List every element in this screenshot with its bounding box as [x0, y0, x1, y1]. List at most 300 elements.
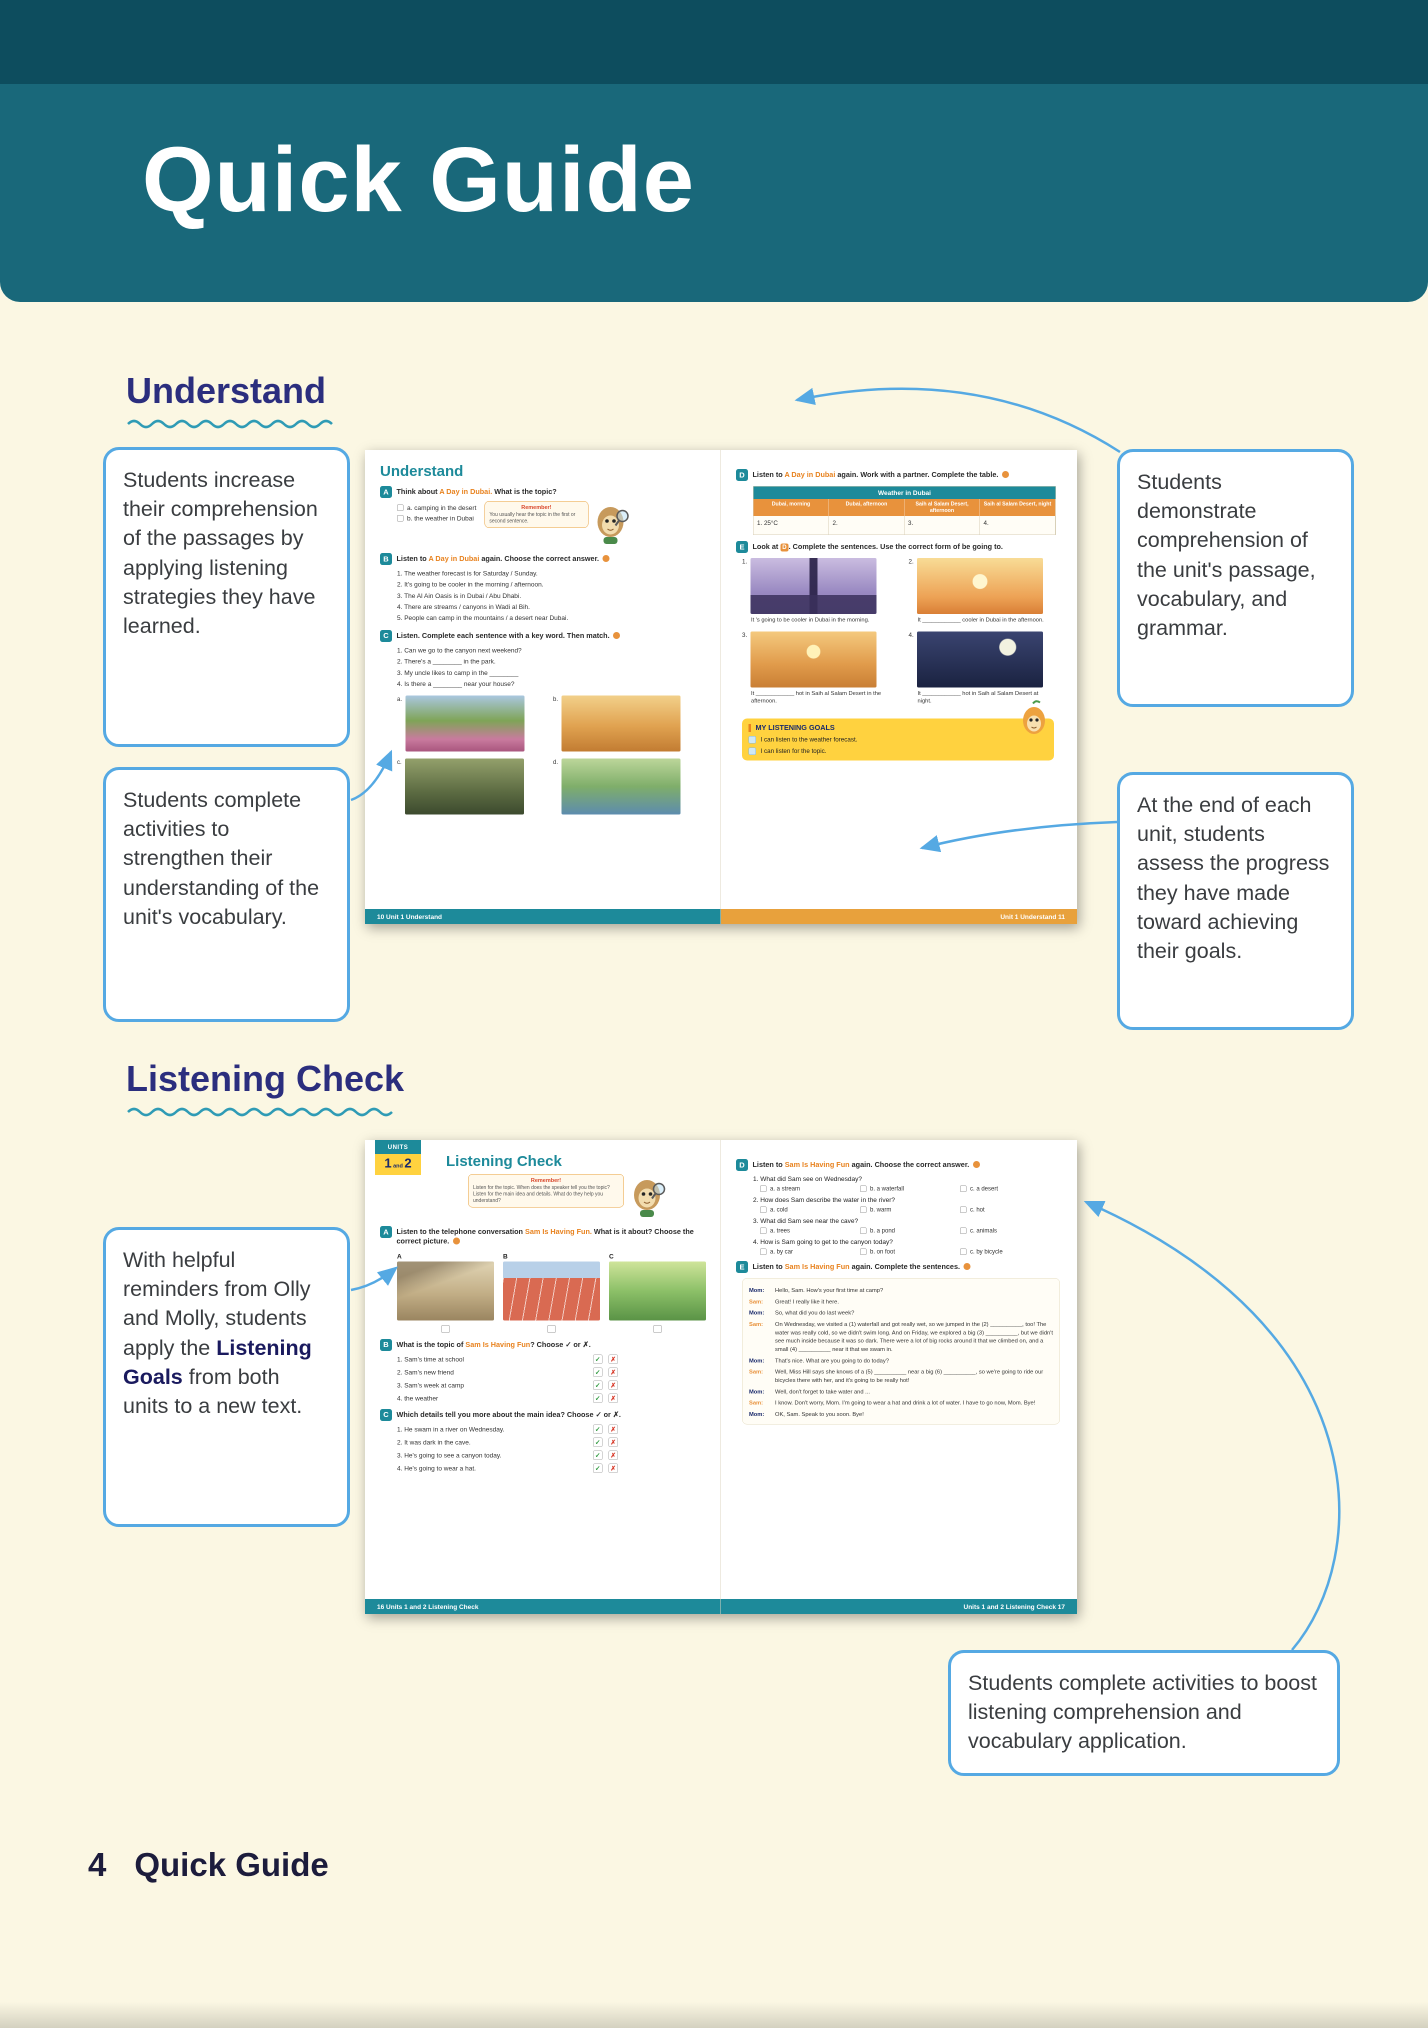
- option-label: b. on foot: [870, 1248, 896, 1255]
- picture-cell: [609, 1252, 706, 1333]
- activity-c-items: [397, 645, 706, 690]
- remember-box: [468, 1174, 624, 1208]
- picture-label: b.: [553, 695, 559, 703]
- exercise-item: 2. There's a ________ in the park.: [397, 657, 496, 666]
- table-cell: 4.: [980, 516, 1056, 535]
- activity-b-items: [397, 1354, 697, 1403]
- dialogue-row: [749, 1368, 1053, 1385]
- answer-option: [960, 1206, 1060, 1213]
- activity-e-prompt: [753, 1261, 971, 1272]
- unit-section-title: Understand: [380, 463, 464, 480]
- passage-title: Sam Is Having Fun.: [525, 1228, 592, 1236]
- item-text: 2. It was dark in the cave.: [397, 1438, 471, 1446]
- activity-c-prompt: [397, 630, 621, 641]
- check-item: [397, 1437, 697, 1447]
- book1-page-10: [365, 450, 721, 924]
- activity-a-badge: A: [380, 486, 392, 498]
- item-number: 3.: [742, 631, 748, 639]
- checkbox-icon: [548, 1325, 556, 1333]
- units-label: UNITS: [375, 1140, 421, 1154]
- remember-text: You usually hear the topic in the first or second sentence.: [489, 512, 576, 524]
- activity-b: [380, 553, 706, 565]
- table-header-cell: Dubai, afternoon: [829, 499, 905, 516]
- check-item: [397, 1380, 697, 1390]
- cross-option-icon: ✗: [609, 1367, 619, 1377]
- picture-cell: [553, 759, 701, 815]
- check-option-icon: ✓: [593, 1424, 603, 1434]
- goal-checkbox-icon: [749, 747, 757, 755]
- check-item: [397, 1354, 697, 1364]
- dialogue-text: On Wednesday, we visited a (1) waterfall and got really wet, so we jumped in the (2) __________, too! The water was really cold, so we didn't swim long. And on Friday, we explored a big (3) __________, but we didn't see much inside because it was so dark. There were a lot of big rocks around it that we climbed on, and a small (4) __________ near it that we swam in.: [775, 1321, 1053, 1353]
- answer-option: [860, 1206, 960, 1213]
- activity-b-items: [397, 568, 706, 624]
- picture-caption: It ____________ hot in Saih al Salam Desert at night.: [917, 690, 1039, 705]
- activity-c-badge: C: [380, 1409, 392, 1421]
- speaker-label: Mom:: [749, 1411, 765, 1418]
- passage-title: A Day in Dubai: [784, 471, 836, 479]
- prompt-text: Listen. Complete each sentence with a key word. Then match.: [396, 631, 610, 640]
- activity-b-prompt: [397, 553, 610, 564]
- activity-c-prompt: [397, 1409, 621, 1420]
- cross-option-icon: ✗: [609, 1380, 619, 1390]
- cross-option-icon: ✗: [609, 1450, 619, 1460]
- item-text: 4. the weather: [397, 1394, 439, 1402]
- activity-a-prompt: [397, 486, 557, 497]
- checkbox-icon: [860, 1185, 867, 1192]
- item-number: 2.: [908, 558, 914, 566]
- item-text: 4. He's going to wear a hat.: [397, 1464, 476, 1472]
- option-label: b. a pond: [870, 1227, 896, 1234]
- page-11-footer: Unit 1 Understand 11: [721, 909, 1077, 924]
- callout-text: Students demonstrate comprehension of the unit's passage, vocabulary, and grammar.: [1137, 470, 1316, 641]
- audio-track-icon: [973, 1161, 980, 1168]
- activity-e-pictures: [742, 558, 1066, 705]
- prompt-text: What is the topic of: [396, 1340, 466, 1349]
- callout-boost-comprehension: [948, 1650, 1340, 1776]
- dialogue-text: That's nice. What are you going to do today?: [775, 1357, 889, 1364]
- activity-c-badge: C: [380, 630, 392, 642]
- picture-caption: It ____________ cooler in Dubai in the afternoon.: [917, 617, 1044, 624]
- check-option-icon: ✓: [593, 1380, 603, 1390]
- activity-e-badge: E: [736, 541, 748, 553]
- photo-desert-night: [917, 631, 1043, 687]
- dialogue-box: [742, 1278, 1060, 1424]
- book1-page-11: [721, 450, 1077, 924]
- photo-boy-outdoors: [609, 1261, 706, 1320]
- activity-a-badge: A: [380, 1226, 392, 1238]
- prompt-text: Think about: [396, 488, 440, 496]
- weather-table-title: Weather in Dubai: [754, 487, 1056, 500]
- picture-caption: It 's going to be cooler in Dubai in the morning.: [751, 617, 870, 624]
- exercise-item: 3. The Al Ain Oasis is in Dubai / Abu Dhabi.: [397, 591, 522, 600]
- option-label: a. cold: [770, 1206, 788, 1213]
- photo-stream: [562, 759, 681, 815]
- checkbox-icon: [960, 1206, 967, 1213]
- checkbox-icon: [860, 1206, 867, 1213]
- activity-d-badge: D: [736, 469, 748, 481]
- weather-table-body-row: [754, 516, 1056, 535]
- picture-cell: [742, 558, 900, 624]
- option-label: a. a stream: [770, 1185, 801, 1192]
- units-numbers: [375, 1154, 421, 1175]
- passage-title: Sam Is Having Fun: [784, 1161, 850, 1169]
- picture-label: c.: [397, 758, 402, 766]
- table-header-cell: Saih al Salam Desert, afternoon: [905, 499, 981, 516]
- callout-listening-goals: [103, 1227, 350, 1527]
- checkbox-icon: [442, 1325, 450, 1333]
- answer-option: [760, 1227, 860, 1234]
- callout-text: Students complete activities to boost listening comprehension and vocabulary application.: [968, 1671, 1317, 1754]
- prompt-text: again. Complete the sentences.: [849, 1263, 960, 1271]
- answer-option: [960, 1185, 1060, 1192]
- connector-arrow: [1086, 1202, 1339, 1650]
- cross-option-icon: ✗: [609, 1393, 619, 1403]
- activity-d: [736, 1159, 1062, 1171]
- option-row: [397, 504, 476, 512]
- check-option-icon: ✓: [593, 1354, 603, 1364]
- unit-section-title: Listening Check: [446, 1153, 562, 1170]
- prompt-text: Listen to: [752, 1263, 785, 1271]
- item-text: 1. He swam in a river on Wednesday.: [397, 1425, 505, 1433]
- remember-row: [465, 1174, 706, 1220]
- page-title: Quick Guide: [142, 129, 695, 231]
- checkbox-icon: [760, 1227, 767, 1234]
- check-option-icon: ✓: [593, 1367, 603, 1377]
- answer-option: [960, 1227, 1060, 1234]
- dialogue-row: [749, 1309, 1053, 1317]
- callout-demonstrate-comprehension: [1117, 449, 1354, 707]
- dialogue-row: [749, 1298, 1053, 1306]
- audio-track-icon: [963, 1263, 970, 1270]
- book2-page-16: [365, 1140, 721, 1614]
- dialogue-text: Well, don't forget to take water and ...: [775, 1388, 870, 1395]
- activity-a-body: [395, 501, 706, 547]
- exercise-item: 4. There are streams / canyons in Wadi al Bih.: [397, 603, 530, 611]
- photo-dubai-sunset: [917, 558, 1043, 614]
- book2-page-17: [721, 1140, 1077, 1614]
- picture-cell: [742, 631, 900, 705]
- picture-cell: [553, 696, 701, 752]
- checkbox-icon: [397, 515, 404, 522]
- audio-track-icon: [1002, 471, 1009, 478]
- dialogue-text: Hello, Sam. How's your first time at camp?: [775, 1287, 884, 1294]
- question-options: [760, 1206, 1060, 1213]
- guide-page-footer: [88, 1846, 329, 1884]
- picture-label: a.: [397, 695, 403, 703]
- check-item: [397, 1463, 697, 1473]
- option-label: a. trees: [770, 1227, 791, 1234]
- callout-complete-activities: [103, 767, 350, 1022]
- activity-e: [736, 541, 1062, 553]
- spread2-inner: [365, 1140, 1077, 1614]
- page-number: 4: [88, 1846, 107, 1883]
- connector-arrow: [797, 389, 1120, 452]
- audio-track-icon: [613, 632, 620, 639]
- checkbox-icon: [760, 1185, 767, 1192]
- activity-a-pictures: [397, 1252, 706, 1333]
- prompt-text: Listen to: [396, 555, 429, 563]
- check-option-icon: ✓: [593, 1463, 603, 1473]
- option-label: b. the weather in Dubai: [407, 514, 474, 522]
- item-text: 3. He's going to see a canyon today.: [397, 1451, 502, 1459]
- speaker-label: Sam:: [749, 1369, 764, 1376]
- page-17-footer: Units 1 and 2 Listening Check 17: [721, 1599, 1077, 1614]
- dialogue-row: [749, 1411, 1053, 1419]
- callout-text: With helpful reminders from Olly and Molly, students apply the: [123, 1248, 311, 1360]
- dialogue-row: [749, 1399, 1053, 1407]
- option-label: b. a waterfall: [870, 1185, 905, 1192]
- activity-e-badge: E: [736, 1261, 748, 1273]
- listening-goals-title: MY LISTENING GOALS: [749, 724, 1048, 732]
- units-tab: [375, 1140, 421, 1175]
- remember-title: Remember!: [521, 504, 552, 511]
- prompt-text: Listen to: [752, 471, 785, 479]
- exercise-item: 5. People can camp in the mountains / a desert near Dubai.: [397, 614, 569, 622]
- passage-title: Sam Is Having Fun: [784, 1263, 850, 1271]
- table-header-cell: Dubai, morning: [754, 499, 830, 516]
- exercise-item: 4. Is there a ________ near your house?: [397, 679, 515, 688]
- question-text: 3. What did Sam see near the cave?: [753, 1217, 859, 1225]
- prompt-text: Listen to the telephone conversation: [396, 1228, 526, 1236]
- activity-b: [380, 1339, 706, 1351]
- prompt-text: What is the topic?: [492, 488, 557, 496]
- dialogue-text: So, what did you do last week?: [775, 1310, 855, 1317]
- activity-reference-badge: D: [782, 543, 787, 551]
- scan-bottom-edge: [0, 2002, 1428, 2028]
- unit-number: 1: [384, 1155, 392, 1171]
- checkbox-icon: [397, 505, 404, 512]
- checkbox-icon: [760, 1206, 767, 1213]
- prompt-text: Look at: [752, 543, 781, 552]
- activity-d-prompt: [753, 469, 1009, 480]
- checkbox-icon: [860, 1227, 867, 1234]
- activity-c-pictures: [397, 696, 701, 815]
- prompt-text: Which details tell you more about the main idea? Choose ✓ or ✗.: [396, 1410, 621, 1419]
- olly-character-icon: [593, 501, 630, 547]
- units-and-label: and: [393, 1163, 403, 1169]
- activity-b-badge: B: [380, 1339, 392, 1351]
- activity-b-prompt: [397, 1339, 591, 1350]
- speaker-label: Mom:: [749, 1310, 765, 1317]
- checkbox-icon: [960, 1248, 967, 1255]
- activity-e-prompt: [753, 541, 1003, 552]
- cross-option-icon: ✗: [609, 1424, 619, 1434]
- remember-box: [484, 501, 588, 528]
- activity-b-badge: B: [380, 553, 392, 565]
- callout-assess-progress: [1117, 772, 1354, 1030]
- speaker-label: Mom:: [749, 1388, 765, 1395]
- picture-label: d.: [553, 758, 559, 766]
- goal-checkbox-icon: [749, 736, 757, 744]
- checkbox-icon: [960, 1227, 967, 1234]
- goal-text: I can listen to the weather forecast.: [760, 736, 858, 744]
- cross-option-icon: ✗: [609, 1354, 619, 1364]
- item-number: 1.: [742, 558, 748, 566]
- picture-label: C: [609, 1252, 614, 1260]
- photo-canyon: [405, 759, 524, 815]
- callout-text: Students complete activities to strengthen their understanding of the unit's vocabulary.: [123, 788, 320, 929]
- picture-cell: [397, 696, 545, 752]
- option-label: a. camping in the desert: [407, 504, 477, 512]
- question-text: 1. What did Sam see on Wednesday?: [753, 1175, 862, 1183]
- page-16-footer: 16 Units 1 and 2 Listening Check: [365, 1599, 721, 1614]
- answer-option: [860, 1248, 960, 1255]
- option-label: c. by bicycle: [970, 1248, 1003, 1255]
- item-text: 1. Sam's time at school: [397, 1355, 464, 1363]
- check-option-icon: ✓: [593, 1393, 603, 1403]
- question-options: [760, 1227, 1060, 1234]
- dialogue-text: Great! I really like it here.: [775, 1298, 839, 1305]
- prompt-text: . Complete the sentences. Use the correct form of be going to.: [788, 543, 1003, 552]
- picture-cell: [503, 1252, 600, 1333]
- table-cell: 2.: [829, 516, 905, 535]
- prompt-text: ? Choose ✓ or ✗.: [530, 1340, 591, 1349]
- option-label: b. warm: [870, 1206, 892, 1213]
- my-listening-goals-box: [742, 718, 1054, 760]
- exercise-item: 1. Can we go to the canyon next weekend?: [397, 646, 522, 654]
- activity-a: [380, 1226, 706, 1246]
- check-item: [397, 1450, 697, 1460]
- audio-track-icon: [603, 555, 610, 562]
- item-text: 2. Sam's new friend: [397, 1368, 454, 1376]
- photo-desert-dunes: [562, 696, 681, 752]
- table-cell: 1. 25°C: [754, 516, 830, 535]
- question-options: [760, 1248, 1060, 1255]
- page-10-footer: 10 Unit 1 Understand: [365, 909, 721, 924]
- activity-a-prompt: [397, 1226, 706, 1246]
- picture-label: A: [397, 1252, 402, 1260]
- check-option-icon: ✓: [593, 1437, 603, 1447]
- goal-text: I can listen for the topic.: [760, 747, 827, 755]
- option-label: c. animals: [970, 1227, 998, 1234]
- photo-dinosaur-skeleton: [397, 1261, 494, 1320]
- understand-heading: Understand: [126, 370, 327, 411]
- wavy-underline: [126, 416, 336, 430]
- speaker-label: Mom:: [749, 1287, 765, 1294]
- answer-option: [960, 1248, 1060, 1255]
- remember-text: Listen for the topic. When does the speaker tell you the topic? Listen for the main idea and details. What do they help you understand?: [473, 1185, 610, 1204]
- dialogue-row: [749, 1321, 1053, 1354]
- activity-c-items: [397, 1424, 697, 1473]
- photo-mountain-flowers: [406, 696, 525, 752]
- remember-title: Remember!: [530, 1177, 562, 1184]
- activity-c: [380, 1409, 706, 1421]
- answer-option: [760, 1185, 860, 1192]
- prompt-text: What is it about? Choose the correct picture.: [396, 1228, 694, 1246]
- option-label: a. by car: [770, 1248, 794, 1255]
- table-cell: 3.: [905, 516, 981, 535]
- wavy-underline: [126, 1104, 396, 1118]
- molly-character-icon: [1019, 698, 1049, 738]
- callout-text: from both units to a new text.: [123, 1364, 303, 1419]
- item-text: 3. Sam's week at camp: [397, 1381, 464, 1389]
- callout-bold-text: Listening Goals: [123, 1335, 312, 1389]
- passage-title: A Day in Dubai.: [439, 488, 493, 496]
- activity-d-badge: D: [736, 1159, 748, 1171]
- prompt-text: again. Choose the correct answer.: [849, 1161, 970, 1169]
- cross-option-icon: ✗: [609, 1463, 619, 1473]
- speaker-label: Sam:: [749, 1321, 764, 1328]
- picture-cell: [397, 759, 545, 815]
- activity-e: [736, 1261, 1062, 1273]
- passage-title: Sam Is Having Fun: [465, 1340, 531, 1349]
- speaker-label: Sam:: [749, 1298, 764, 1305]
- dialogue-text: Well, Miss Hill says she knows of a (5) __________ near a big (6) __________, so we're going to ride our bicycles there with her, and it's going to be really hot!: [775, 1369, 1044, 1384]
- question-block: [753, 1175, 1062, 1255]
- picture-caption: It ____________ hot in Saih al Salam Desert in the afternoon.: [751, 690, 882, 705]
- checkbox-icon: [760, 1248, 767, 1255]
- check-option-icon: ✓: [593, 1450, 603, 1460]
- callout-text: At the end of each unit, students assess the progress they have made toward achieving their goals.: [1137, 793, 1330, 964]
- dialogue-text: OK, Sam. Speak to you soon. Bye!: [775, 1411, 864, 1418]
- answer-option: [860, 1185, 960, 1192]
- picture-cell: [909, 558, 1067, 624]
- dialogue-row: [749, 1287, 1053, 1295]
- cross-option-icon: ✗: [609, 1437, 619, 1447]
- page-header: [0, 0, 1428, 302]
- photo-dubai-skyline: [751, 558, 877, 614]
- prompt-text: again. Work with a partner. Complete the table.: [835, 471, 999, 479]
- photo-desert-sun: [751, 631, 877, 687]
- olly-character-icon: [630, 1174, 667, 1220]
- answer-option: [860, 1227, 960, 1234]
- dialogue-text: I know. Don't worry, Mom. I'm going to wear a hat and drink a lot of water. I have to go now, Mom. Bye!: [775, 1400, 1036, 1407]
- header-top-strip: [0, 0, 1428, 84]
- option-row: [397, 515, 476, 523]
- table-header-cell: Saih al Salam Desert, night: [980, 499, 1056, 516]
- option-label: c. a desert: [970, 1185, 999, 1192]
- speaker-label: Mom:: [749, 1357, 765, 1364]
- footer-label: Quick Guide: [134, 1846, 329, 1883]
- photo-running-track: [503, 1261, 600, 1320]
- activity-a-options: [395, 501, 476, 522]
- dialogue-row: [749, 1388, 1053, 1396]
- question-options: [760, 1185, 1060, 1192]
- weather-table-header-row: [754, 499, 1056, 516]
- checkbox-icon: [654, 1325, 662, 1333]
- question-text: 2. How does Sam describe the water in the river?: [753, 1196, 895, 1204]
- activity-d-prompt: [753, 1159, 980, 1170]
- speaker-label: Sam:: [749, 1400, 764, 1407]
- dialogue-row: [749, 1357, 1053, 1365]
- goal-item: [749, 736, 1048, 744]
- goal-item: [749, 747, 1048, 755]
- understand-spread-thumbnail: [365, 450, 1077, 924]
- option-label: c. hot: [970, 1206, 985, 1213]
- prompt-text: again. Choose the correct answer.: [479, 555, 600, 563]
- picture-cell: [909, 631, 1067, 705]
- picture-cell: [397, 1252, 494, 1333]
- listening-check-heading: Listening Check: [126, 1058, 405, 1099]
- check-item: [397, 1424, 697, 1434]
- activity-a: [380, 486, 706, 498]
- check-item: [397, 1393, 697, 1403]
- exercise-item: 2. It's going to be cooler in the morning / afternoon.: [397, 580, 544, 589]
- exercise-item: 3. My uncle likes to camp in the ________: [397, 668, 519, 677]
- check-item: [397, 1367, 697, 1377]
- checkbox-icon: [860, 1248, 867, 1255]
- spread1-inner: [365, 450, 1077, 924]
- exercise-item: 1. The weather forecast is for Saturday / Sunday.: [397, 569, 538, 577]
- prompt-text: Listen to: [752, 1161, 785, 1169]
- answer-option: [760, 1206, 860, 1213]
- audio-track-icon: [453, 1237, 460, 1244]
- activity-d: [736, 469, 1062, 481]
- weather-table: [753, 486, 1056, 535]
- answer-option: [760, 1248, 860, 1255]
- activity-c: [380, 630, 706, 642]
- checkbox-icon: [960, 1185, 967, 1192]
